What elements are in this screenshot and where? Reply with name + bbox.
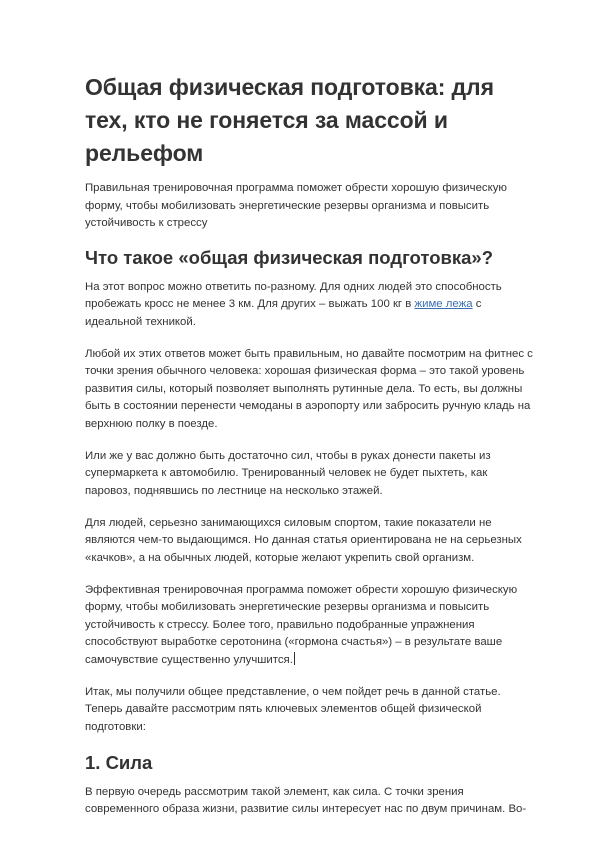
- paragraph-5: [85, 582, 535, 670]
- paragraph-6: Итак, мы получили общее представление, о чем пойдет речь в данной статье. Теперь давайте рассмотрим пять ключевых элементов общей физической подготовки:: [85, 685, 501, 733]
- section-heading-strength: 1. Сила: [85, 751, 153, 773]
- article-lead: Правильная тренировочная программа поможет обрести хорошую физическую форму, чтобы мобилизовать энергетические резервы организма и повысить устойчивость к стрессу: [85, 182, 507, 229]
- paragraph-1-text-end: с идеальной техникой.: [85, 298, 482, 328]
- paragraph-1-text-start: На этот вопрос можно ответить по-разному. Для одних людей это способность пробежать кросс не менее 3 км. Для других – выжать 100 кг в: [85, 280, 502, 310]
- paragraph-1: [85, 279, 535, 332]
- paragraph-4: Для людей, серьезно занимающихся силовым спортом, такие показатели не являются чем-то выдающимся. Но данная статья ориентирована не на серьезных «качков», а на обычных людей, которые желают укрепить свой организм.: [85, 516, 522, 564]
- article: [85, 71, 535, 833]
- article-title: Общая физическая подготовка: для тех, кто не гоняется за массой и рельефом: [85, 74, 494, 166]
- paragraph-2: Любой их этих ответов может быть правильным, но давайте посмотрим на фитнес с точки зрения обычного человека: хорошая физическая форма – это такой уровень развития силы, который позволяет выполнять рутинные дела. То есть, вы должны быть в состоянии перенести чемоданы в аэропорту или забросить ручную кладь на верхнюю полку в поезде.: [85, 347, 533, 430]
- paragraph-strength-1: В первую очередь рассмотрим такой элемент, как сила. С точки зрения современного образа жизни, развитие силы интересует нас по двум причинам. Во-: [85, 785, 527, 815]
- bench-press-link[interactable]: жиме лежа: [414, 298, 473, 310]
- text-cursor: [294, 652, 295, 665]
- section-heading-general-fitness: Что такое «общая физическая подготовка»?: [85, 246, 494, 268]
- paragraph-3: Или же у вас должно быть достаточно сил, чтобы в руках донести пакеты из супермаркета к автомобилю. Тренированный человек не будет пыхтеть, как паровоз, поднявшись по лестнице на несколько этажей.: [85, 449, 491, 497]
- paragraph-5-text: Эффективная тренировочная программа поможет обрести хорошую физическую форму, чтобы мобилизовать энергетические резервы организма и повысить устойчивость к стрессу. Более того, правильно подобранные упражнения способствуют выработке серотонина («гормона счастья») – в результате ваше самочувствие существенно улучшится.: [85, 583, 518, 666]
